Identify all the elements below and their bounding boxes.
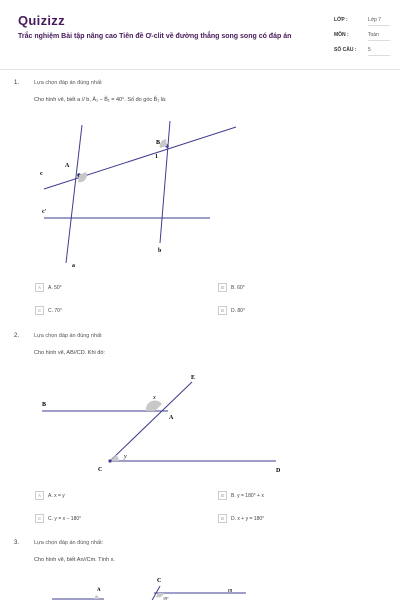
question-count-label: SỐ CÂU : bbox=[334, 47, 357, 53]
angle-x-arc bbox=[146, 400, 162, 411]
question-3-figure bbox=[0, 574, 400, 600]
subject-value: Toán bbox=[368, 32, 390, 41]
question-3-type: Lựa chọn đáp án đúng nhất: bbox=[34, 540, 104, 546]
option-letter-box: D bbox=[218, 514, 227, 523]
label-a: A bbox=[169, 415, 174, 421]
line-c bbox=[44, 127, 236, 189]
q1-option-a[interactable] bbox=[35, 283, 62, 292]
option-letter-box: B bbox=[218, 283, 227, 292]
q2-option-b[interactable] bbox=[218, 491, 264, 500]
label-c: C bbox=[157, 578, 162, 584]
option-text: A. 50° bbox=[48, 284, 62, 291]
label-c: c bbox=[40, 171, 43, 177]
option-text: D. x + y = 180° bbox=[231, 515, 265, 522]
option-text: B. y = 180° + x bbox=[231, 492, 264, 499]
label-e: E bbox=[191, 375, 196, 381]
question-2-figure bbox=[0, 370, 400, 480]
question-2-type: Lựa chọn đáp án đúng nhất bbox=[34, 333, 102, 339]
q1-option-c[interactable] bbox=[35, 306, 62, 315]
question-3-text: Cho hình vẽ, biết An//Cm. Tính x. bbox=[34, 557, 115, 563]
option-text: A. x = y bbox=[48, 492, 65, 499]
angle-a-arc bbox=[94, 595, 99, 599]
q1-option-d[interactable] bbox=[218, 306, 245, 315]
label-y: y bbox=[124, 454, 127, 460]
label-d: D bbox=[276, 468, 281, 474]
subject-label: MÔN : bbox=[334, 32, 349, 38]
line-a bbox=[66, 125, 82, 263]
label-x: x bbox=[153, 395, 156, 401]
question-count-value: 5 bbox=[368, 47, 390, 56]
point-c bbox=[108, 459, 111, 462]
grade-label: LỚP : bbox=[334, 17, 348, 23]
question-2-number: 2. bbox=[14, 333, 20, 339]
label-line-b: b bbox=[158, 248, 162, 254]
option-text: B. 60° bbox=[231, 284, 245, 291]
label-angle-b1: 1 bbox=[155, 154, 158, 160]
option-text: D. 80° bbox=[231, 307, 245, 314]
option-letter-box: A bbox=[35, 283, 44, 292]
q1-option-b[interactable] bbox=[218, 283, 245, 292]
question-1-text: Cho hình vẽ, biết a // b, Â₁ − B̂₁ = 40°. Số đo góc B̂₁ là: bbox=[34, 97, 167, 103]
option-text: C. y = x − 180° bbox=[48, 515, 82, 522]
label-angle: 19° bbox=[163, 596, 169, 600]
angle-y-arc bbox=[110, 455, 119, 461]
question-3-number: 3. bbox=[14, 540, 20, 546]
label-c: C bbox=[98, 467, 103, 473]
option-letter-box: D bbox=[218, 306, 227, 315]
label-b: B bbox=[156, 140, 161, 146]
label-b: B bbox=[42, 402, 47, 408]
line-ce bbox=[110, 382, 192, 461]
question-1-number: 1. bbox=[14, 80, 20, 86]
question-1-figure bbox=[0, 115, 400, 275]
label-a: A bbox=[65, 163, 70, 169]
option-letter-box: A bbox=[35, 491, 44, 500]
label-c-prime: c' bbox=[42, 209, 47, 215]
option-text: C. 70° bbox=[48, 307, 62, 314]
page-title: Trắc nghiệm Bài tập nâng cao Tiên đề Ơ-clit về đường thẳng song song có đáp án bbox=[18, 33, 292, 40]
option-letter-box: C bbox=[35, 306, 44, 315]
header bbox=[0, 0, 400, 66]
option-letter-box: C bbox=[35, 514, 44, 523]
label-m: m bbox=[228, 588, 233, 594]
label-angle-a1: 1 bbox=[77, 174, 80, 179]
question-2-text: Cho hình vẽ, AB//CD. Khi đó: bbox=[34, 350, 105, 356]
option-letter-box: B bbox=[218, 491, 227, 500]
q2-option-c[interactable] bbox=[35, 514, 81, 523]
header-divider bbox=[0, 69, 400, 70]
label-a: A bbox=[97, 588, 101, 593]
grade-value: Lớp 7 bbox=[368, 17, 390, 26]
question-1-type: Lựa chọn đáp án đúng nhất bbox=[34, 80, 102, 86]
q2-option-d[interactable] bbox=[218, 514, 264, 523]
q2-option-a[interactable] bbox=[35, 491, 65, 500]
label-line-a: a bbox=[72, 263, 75, 269]
quizizz-logo: Quizizz bbox=[18, 13, 65, 28]
